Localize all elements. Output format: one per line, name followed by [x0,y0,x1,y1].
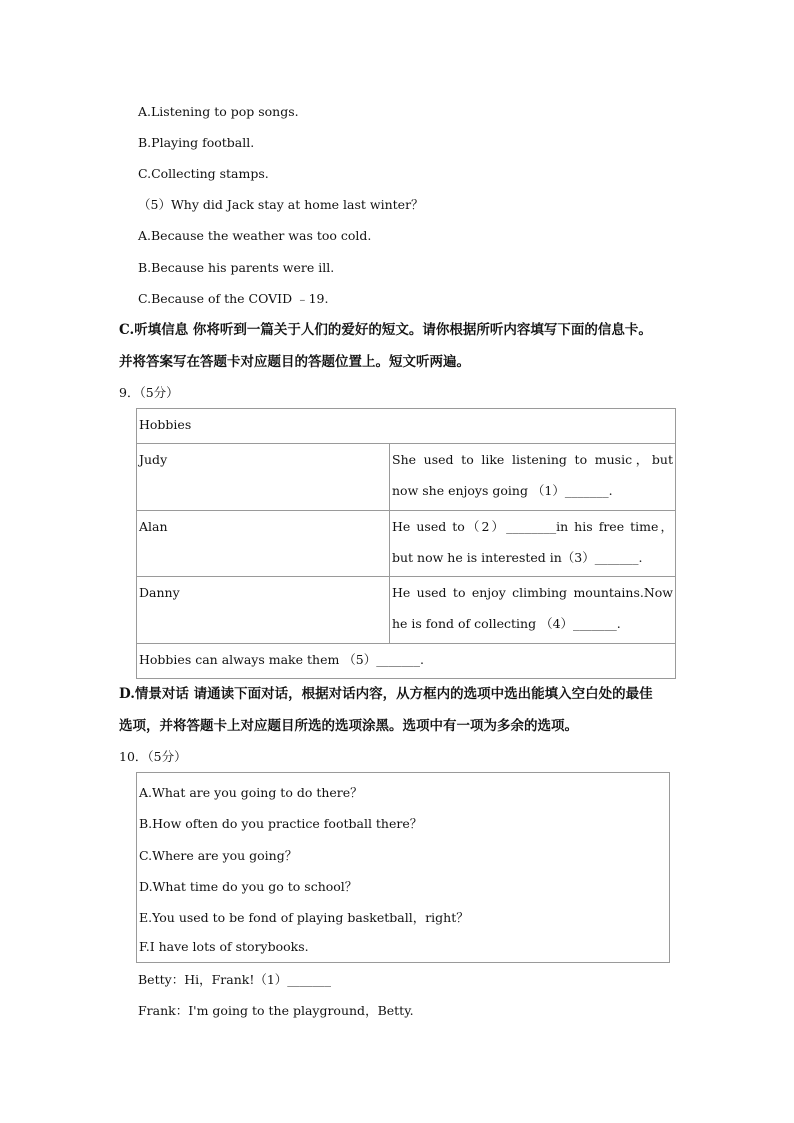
hobbies-info-table [136,408,676,679]
row-text: She used to like listening to music，but now she enjoys going （1）_______. [392,452,673,498]
row-text: He used to（2）________in his free time，but now he is interested in（3）_______. [392,519,673,565]
table-header-cell [137,409,676,444]
section-d-heading: D.情景对话 请通读下面对话，根据对话内容，从方框内的选项中选出能填入空白处的最佳 [119,686,653,702]
row-name: Danny [139,585,180,600]
option-c: C.Where are you going？ [139,848,298,863]
section-c-heading: C.听填信息 你将听到一篇关于人们的爱好的短文。请你根据所听内容填写下面的信息卡。 [119,322,652,338]
section-c-heading-cont: 并将答案写在答题卡对应题目的答题位置上。短文听两遍。 [119,354,470,370]
dialogue-line-frank: Frank：I'm going to the playground，Betty. [138,1003,414,1018]
question-10-number: 10．（5分） [119,749,187,764]
q8-option-b: B.Playing football. [138,135,255,150]
q8-option-a: A.Listening to pop songs. [138,104,299,119]
table-header: Hobbies [139,417,192,432]
dialogue-line-betty: Betty：Hi，Frank!（1）_______ [138,972,332,987]
table-footer: Hobbies can always make them （5）_______. [139,652,424,667]
section-d-heading-cont: 选项，并将答题卡上对应题目所选的选项涂黑。选项中有一项为多余的选项。 [119,718,578,734]
table-footer-cell [137,644,676,679]
option-b: B.How often do you practice football there？ [139,816,423,831]
question-9-number: 9．（5分） [119,385,179,400]
option-e: E.You used to be fond of playing basketball，right？ [139,910,469,925]
q8-option-c: C.Collecting stamps. [138,166,269,181]
options-box [136,772,670,963]
option-d: D.What time do you go to school？ [139,879,358,894]
q8-5-option-a: A.Because the weather was too cold. [138,228,372,243]
option-a: A.What are you going to do there？ [139,785,363,800]
q8-5-question: （5）Why did Jack stay at home last winter？ [138,197,424,212]
table-row [137,444,676,511]
q8-5-option-c: C.Because of the COVID ﹣19. [138,291,329,306]
row-name: Judy [139,452,168,467]
row-name: Alan [139,519,168,534]
option-f: F.I have lots of storybooks. [139,939,309,954]
table-row [137,577,676,644]
table-row [137,511,676,577]
q8-5-option-b: B.Because his parents were ill. [138,260,335,275]
row-text: He used to enjoy climbing mountains.Now he is fond of collecting （4）_______. [392,585,673,631]
